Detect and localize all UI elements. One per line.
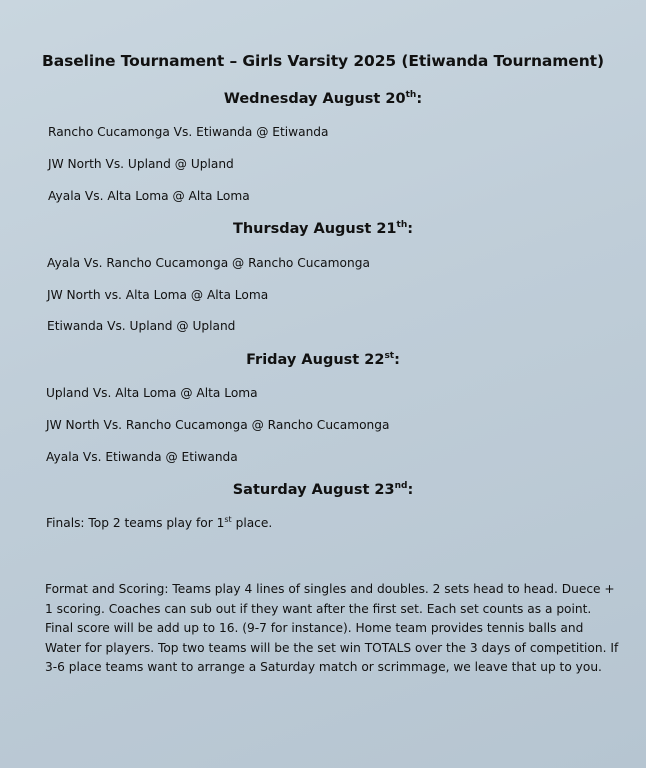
day-colon: : <box>416 91 423 107</box>
day-heading-wednesday <box>0 90 646 107</box>
game-wed-2: JW North Vs. Upland @ Upland <box>48 157 234 171</box>
day-heading-thursday <box>0 220 646 237</box>
game-wed-3: Ayala Vs. Alta Loma @ Alta Loma <box>48 189 250 203</box>
day-label: Saturday August 23 <box>232 482 395 498</box>
day-label: Thursday August 21 <box>232 221 397 237</box>
day-colon: : <box>407 482 414 498</box>
finals-ordinal-suffix: st <box>224 515 232 524</box>
day-ordinal-suffix: st <box>384 351 395 361</box>
game-fri-1: Upland Vs. Alta Loma @ Alta Loma <box>46 386 258 400</box>
game-fri-3: Ayala Vs. Etiwanda @ Etiwanda <box>46 450 238 464</box>
day-ordinal-suffix: th <box>396 220 408 230</box>
day-colon: : <box>394 352 400 368</box>
finals-text-end: place. <box>231 516 273 530</box>
document-title: Baseline Tournament – Girls Varsity 2025 (Etiwanda Tournament) <box>42 52 604 70</box>
format-and-scoring-paragraph: Format and Scoring: Teams play 4 lines of singles and doubles. 2 sets head to head. Duece + 1 scoring. Coaches can sub out if they want after the first set. Each set counts as a point. Final score will be add up to 16. (9-7 for instance). Home team provides tennis balls and Water for players. Top two teams will be the set win TOTALS over the 3 days of competition. If 3-6 place teams want to arrange a Saturday match or scrimmage, we leave that up to you. <box>45 582 619 674</box>
game-thu-3: Etiwanda Vs. Upland @ Upland <box>47 319 236 333</box>
game-thu-2: JW North vs. Alta Loma @ Alta Loma <box>47 288 269 302</box>
day-ordinal-suffix: th <box>405 90 417 100</box>
game-wed-1: Rancho Cucamonga Vs. Etiwanda @ Etiwanda <box>48 125 329 139</box>
game-thu-1: Ayala Vs. Rancho Cucamonga @ Rancho Cucamonga <box>47 256 370 270</box>
finals-text: Finals: Top 2 teams play for 1 <box>46 516 225 530</box>
day-heading-saturday <box>0 481 646 498</box>
day-label: Friday August 22 <box>246 352 385 368</box>
day-heading-friday <box>0 351 646 368</box>
day-ordinal-suffix: nd <box>394 481 408 491</box>
finals-line <box>46 515 272 530</box>
day-colon: : <box>407 221 414 237</box>
day-label: Wednesday August 20 <box>223 91 406 107</box>
game-fri-2: JW North Vs. Rancho Cucamonga @ Rancho Cucamonga <box>46 418 390 432</box>
